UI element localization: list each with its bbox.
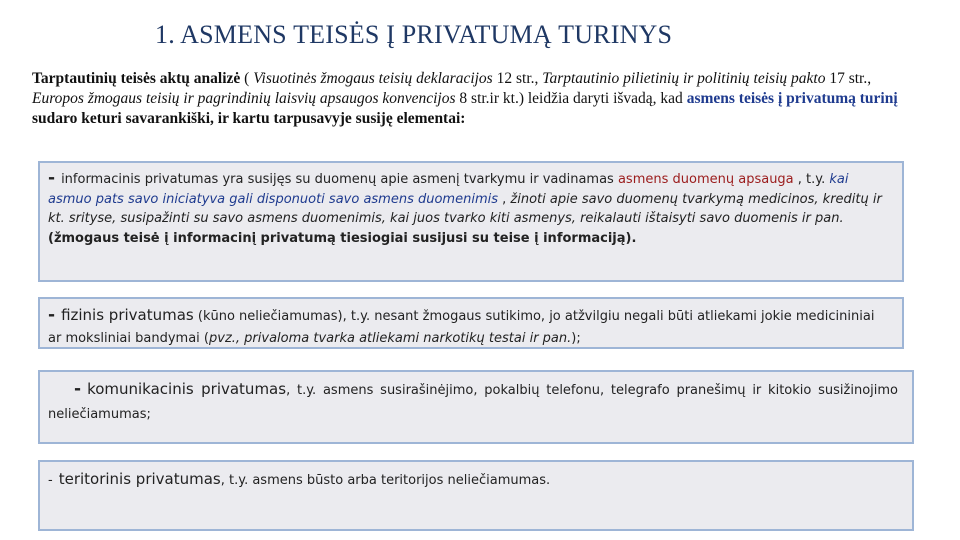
box1-text: , (498, 191, 511, 207)
term-communication: komunikacinis privatumas (87, 380, 287, 398)
term-physical: fizinis privatumas (61, 306, 194, 324)
bullet-dash: - (48, 473, 53, 488)
intro-lead: Tarptautinių teisės aktų analizė (32, 70, 241, 87)
intro-doc-declaration: Visuotinės žmogaus teisių deklaracijos (253, 70, 493, 87)
box1-red-highlight: asmens duomenų apsauga (617, 172, 794, 187)
box1-italic: žinoti apie savo duomenų tvarkymą medicinos, kreditų ir kt. srityse, susipažinti su savo asmens duomenimis, kai juos tvarko kiti asmenys, reikalauti ištaisyti savo duomenis ir pan. (48, 191, 882, 226)
element-box-informational (38, 161, 904, 282)
intro-conclusion: sudaro keturi savarankiški, ir kartu tarpusavyje susiję elementai: (32, 110, 466, 127)
box2-text: ); (571, 331, 581, 346)
term-informational: informacinis privatumas (61, 172, 219, 187)
intro-doc-covenant: Tarptautinio pilietinių ir politinių teisių pakto (542, 70, 826, 87)
intro-text: ( (240, 70, 254, 87)
box1-text: , t.y. (793, 172, 830, 187)
bullet-dash: - (48, 305, 56, 325)
bullet-dash: - (48, 168, 56, 188)
element-box-communication (38, 370, 914, 444)
intro-paragraph (32, 69, 912, 129)
box3-text: , t.y. asmens susirašinėjimo, pokalbių telefonu, telegrafo pranešimų ir kitokio susižinojimo neliečiamumas; (48, 383, 898, 422)
box4-text: , t.y. asmens būsto arba teritorijos neliečiamumas. (220, 473, 551, 488)
intro-doc-convention: Europos žmogaus teisių ir pagrindinių laisvių apsaugos konvencijos (32, 90, 456, 107)
intro-text: 12 str., (492, 70, 543, 87)
box2-italic: pvz., privaloma tvarka atliekami narkotikų testai ir pan. (209, 331, 572, 346)
box2-text: (kūno neliečiamumas), t.y. nesant žmogaus sutikimo, jo atžvilgiu negali būti atliekami jokie medicininiai ar moksliniai bandymai ( (48, 309, 875, 346)
intro-text: 8 str.ir kt.) leidžia daryti išvadą, kad (455, 90, 687, 107)
bullet-dash: - (74, 379, 82, 399)
intro-text: 17 str., (825, 70, 872, 87)
intro-highlight: asmens teisės į privatumą turinį (686, 90, 898, 107)
term-territorial: teritorinis privatumas (58, 470, 221, 488)
box1-text: yra susijęs su duomenų apie asmenį tvarkymu ir vadinamas (218, 172, 618, 187)
page-title: 1. ASMENS TEISĖS Į PRIVATUMĄ TURINYS (155, 20, 673, 49)
box1-bold-end: (žmogaus teisė į informacinį privatumą tiesiogiai susijusi su teise į informaciją). (48, 230, 637, 246)
box1-blue-italic: kai asmuo pats savo iniciatyva gali disponuoti savo asmens duomenimis (48, 172, 849, 207)
element-box-territorial (38, 460, 914, 531)
element-box-physical (38, 297, 904, 349)
